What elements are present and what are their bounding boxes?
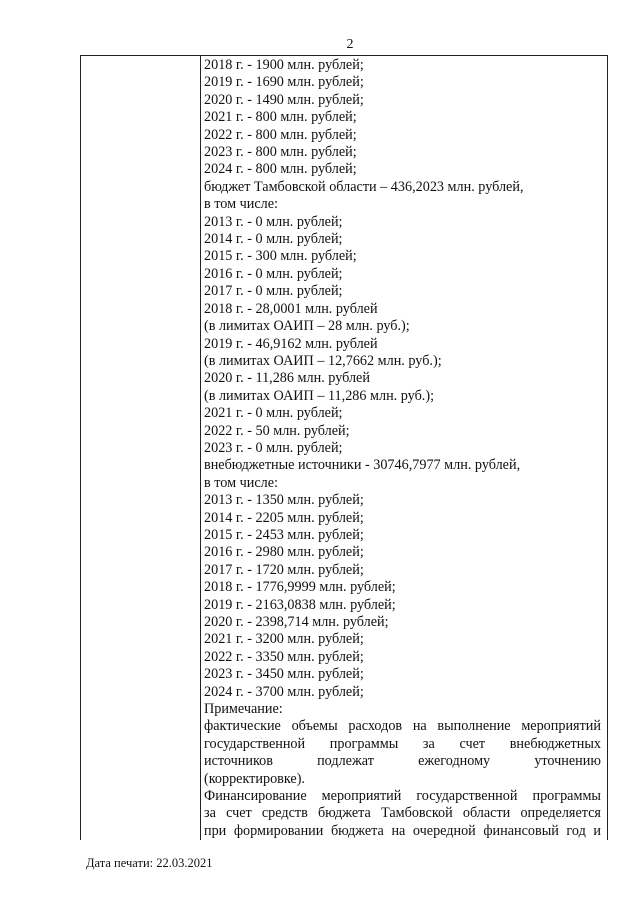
note-word: на — [412, 718, 427, 735]
financing-line: 2023 г. - 3450 млн. рублей; — [204, 666, 364, 683]
financing-line: 2020 г. - 11,286 млн. рублей — [204, 370, 370, 387]
note-word: за — [204, 805, 216, 822]
page-number: 2 — [346, 37, 354, 52]
note-line — [204, 823, 601, 840]
financing-line: 2022 г. - 3350 млн. рублей; — [204, 648, 364, 665]
note-word: источников — [204, 753, 273, 770]
note-word: области — [462, 805, 511, 822]
note-word: на — [391, 822, 406, 839]
note-word: средств — [261, 805, 308, 822]
note-line — [204, 753, 601, 770]
note-word: ежегодному — [418, 753, 491, 770]
financing-line: (в лимитах ОАИП – 12,7662 млн. руб.); — [204, 352, 442, 369]
financing-line: в том числе: — [204, 196, 278, 213]
note-word: подлежат — [317, 753, 374, 770]
note-line — [204, 771, 601, 788]
print-date-footer: Дата печати: 22.03.2021 — [86, 856, 213, 870]
financing-line: 2019 г. - 1690 млн. рублей; — [204, 74, 364, 91]
financing-line: (в лимитах ОАИП – 28 млн. руб.); — [204, 318, 410, 335]
note-word: (корректировке). — [204, 770, 305, 787]
financing-line: Примечание: — [204, 701, 283, 718]
financing-line: 2020 г. - 1490 млн. рублей; — [204, 91, 364, 108]
financing-line: 2016 г. - 2980 млн. рублей; — [204, 544, 364, 561]
note-word: внебюджетных — [509, 735, 601, 752]
note-word: за — [422, 735, 435, 752]
financing-line: 2014 г. - 0 млн. рублей; — [204, 231, 343, 248]
financing-line: 2023 г. - 0 млн. рублей; — [204, 439, 343, 456]
note-word: и — [593, 822, 601, 839]
note-word: выполнение — [437, 718, 511, 735]
note-word: мероприятий — [521, 718, 601, 735]
financing-line: в том числе: — [204, 474, 278, 491]
financing-line: 2021 г. - 800 млн. рублей; — [204, 109, 357, 126]
financing-line: 2013 г. - 0 млн. рублей; — [204, 213, 343, 230]
note-word: Финансирование — [204, 788, 307, 805]
financing-line: 2014 г. - 2205 млн. рублей; — [204, 509, 364, 526]
note-line — [204, 718, 601, 735]
financing-line: 2015 г. - 300 млн. рублей; — [204, 248, 357, 265]
table-left-column — [81, 56, 201, 840]
table-right-column — [201, 56, 607, 840]
financing-line: 2019 г. - 46,9162 млн. рублей — [204, 335, 378, 352]
note-word: государственной — [416, 788, 518, 805]
note-word: счет — [226, 805, 252, 822]
financing-line: внебюджетные источники - 30746,7977 млн. рублей, — [204, 457, 521, 474]
note-word: объемы — [291, 718, 338, 735]
note-word: бюджета — [330, 822, 384, 839]
financing-line: 2019 г. - 2163,0838 млн. рублей; — [204, 596, 396, 613]
note-word: мероприятий — [321, 788, 402, 805]
note-word: фактические — [204, 718, 281, 735]
note-line — [204, 788, 601, 805]
financing-line: 2017 г. - 0 млн. рублей; — [204, 283, 343, 300]
financing-line: бюджет Тамбовской области – 436,2023 млн. рублей, — [204, 178, 524, 195]
financing-line: 2017 г. - 1720 млн. рублей; — [204, 561, 364, 578]
financing-line: 2022 г. - 800 млн. рублей; — [204, 126, 357, 143]
financing-line: 2022 г. - 50 млн. рублей; — [204, 422, 350, 439]
financing-line: 2018 г. - 1776,9999 млн. рублей; — [204, 579, 396, 596]
note-line — [204, 805, 601, 822]
financing-line: 2021 г. - 3200 млн. рублей; — [204, 631, 364, 648]
note-word: программы — [532, 788, 601, 805]
financing-line: 2013 г. - 1350 млн. рублей; — [204, 492, 364, 509]
note-word: программы — [329, 735, 399, 752]
note-word: Тамбовской — [381, 805, 453, 822]
note-word: очередной — [412, 822, 476, 839]
financing-line: 2015 г. - 2453 млн. рублей; — [204, 526, 364, 543]
note-word: расходов — [348, 718, 403, 735]
financing-line: 2016 г. - 0 млн. рублей; — [204, 265, 343, 282]
note-word: год — [566, 822, 586, 839]
financing-line: (в лимитах ОАИП – 11,286 млн. руб.); — [204, 387, 435, 404]
note-word: при — [204, 822, 227, 839]
note-word: определяется — [520, 805, 601, 822]
note-word: уточнению — [534, 753, 601, 770]
document-table — [80, 55, 608, 840]
note-word: бюджета — [317, 805, 371, 822]
financing-line: 2018 г. - 28,0001 млн. рублей — [204, 300, 378, 317]
financing-line: 2024 г. - 800 млн. рублей; — [204, 161, 357, 178]
financing-line: 2024 г. - 3700 млн. рублей; — [204, 683, 364, 700]
financing-line: 2020 г. - 2398,714 млн. рублей; — [204, 614, 389, 630]
financing-line: 2018 г. - 1900 млн. рублей; — [204, 57, 364, 73]
note-word: формировании — [233, 822, 324, 839]
financing-line: 2023 г. - 800 млн. рублей; — [204, 144, 357, 161]
note-word: счет — [459, 735, 486, 752]
note-word: государственной — [204, 735, 306, 752]
financing-line: 2021 г. - 0 млн. рублей; — [204, 405, 343, 422]
note-line — [204, 736, 601, 753]
note-word: финансовый — [483, 822, 559, 839]
